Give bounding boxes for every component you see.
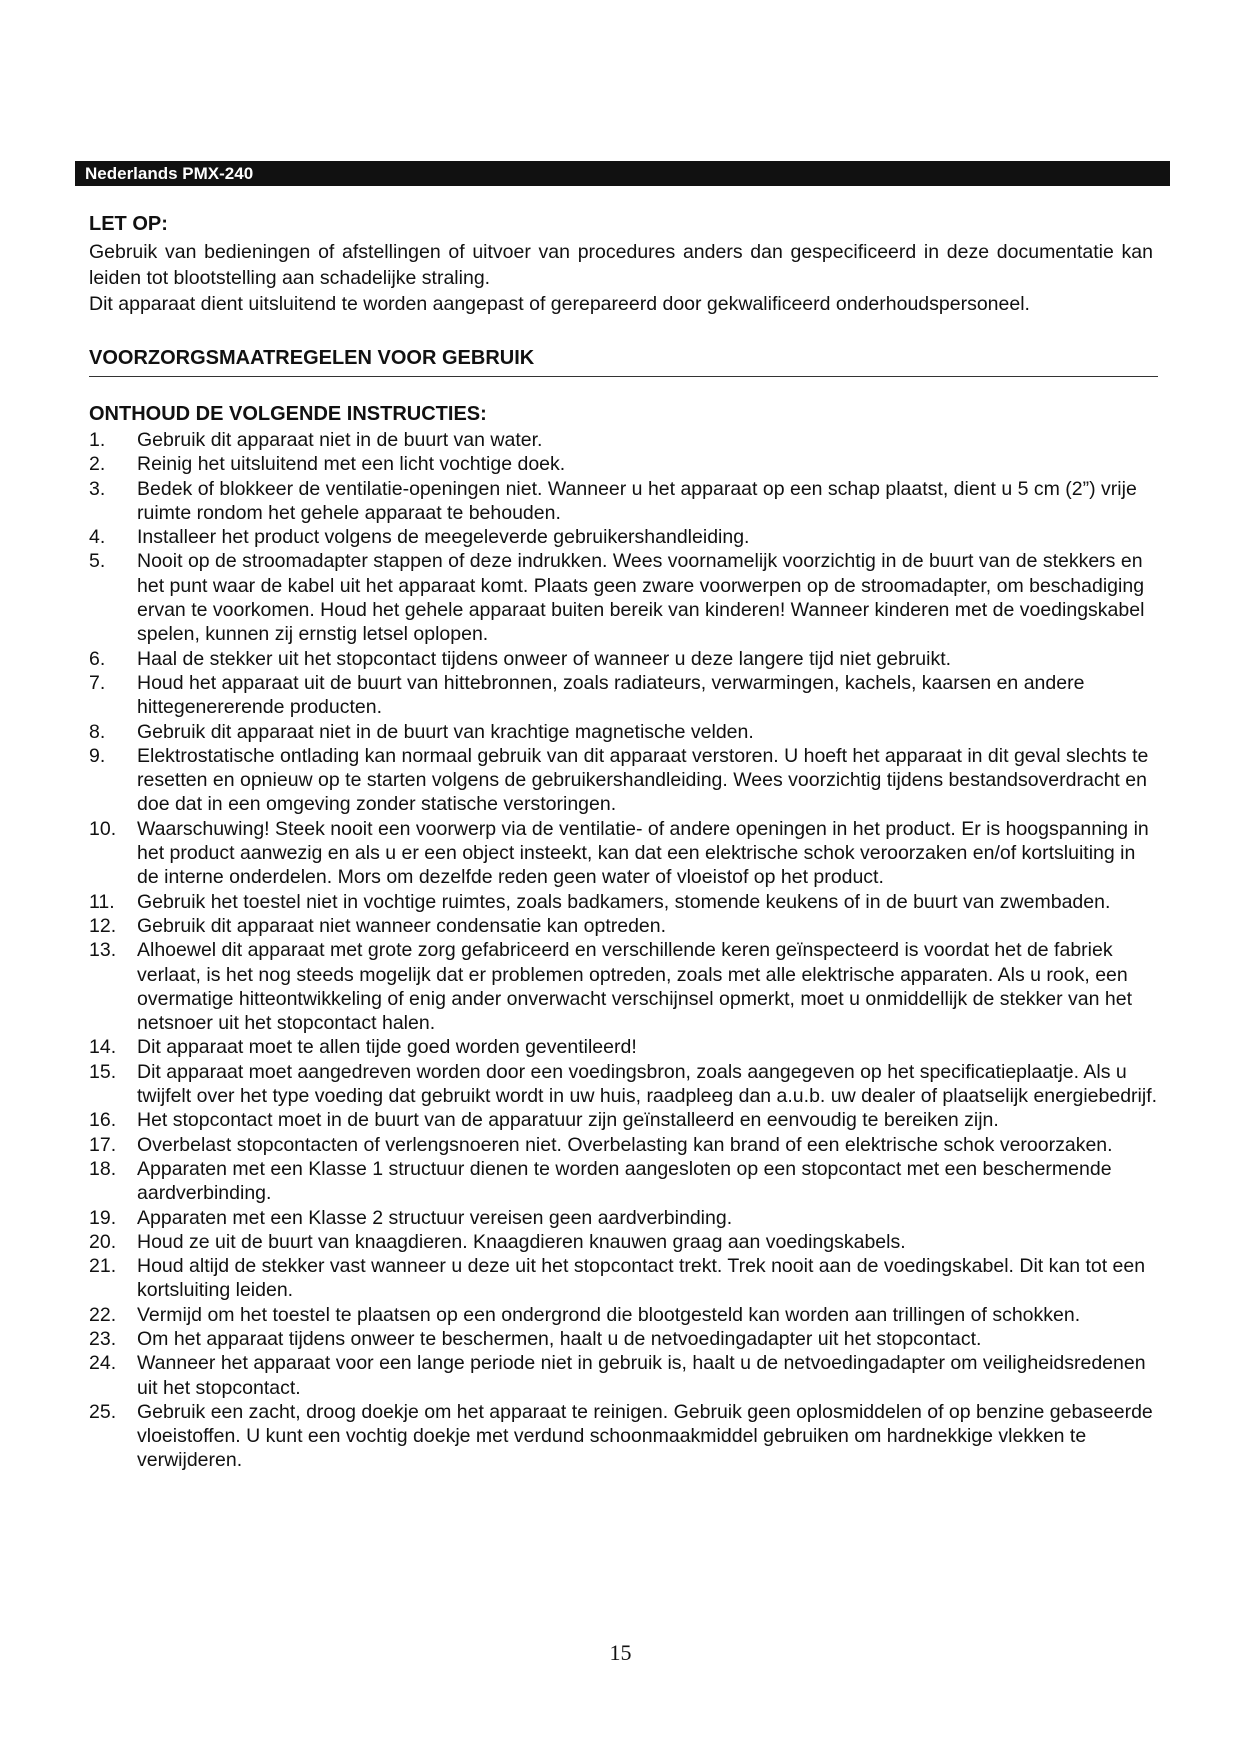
instruction-item [89,647,1159,671]
instruction-number: 13. [89,939,117,962]
instruction-number: 5. [89,550,106,573]
instruction-item [89,1400,1159,1473]
instruction-text: Het stopcontact moet in de buurt van de apparatuur zijn geïnstalleerd en eenvoudig te bereiken zijn. [137,1109,999,1132]
instruction-item [89,477,1159,526]
instruction-item [89,817,1159,890]
instruction-number: 15. [89,1060,117,1083]
section-divider [89,376,1158,377]
instruction-number: 17. [89,1133,117,1156]
instruction-item [89,1035,1159,1059]
instruction-text: Houd het apparaat uit de buurt van hittebronnen, zoals radiateurs, verwarmingen, kachels, kaarsen en andere hittegenererende producten. [137,671,1085,719]
instruction-text: Bedek of blokkeer de ventilatie-openingen niet. Wanneer u het apparaat op een schap plaatst, dient u 5 cm (2”) vrije ruimte rondom het gehele apparaat te behouden. [137,477,1137,524]
instruction-item [89,890,1159,914]
instruction-text: Alhoewel dit apparaat met grote zorg gefabriceerd en verschillende keren geïnspecteerd is voordat het de fabriek verlaat, is het nog steeds mogelijk dat er problemen optreden, zoals met alle elektrische apparaten. Als u rook, een overmatige hitteontwikkeling of enig ander onverwacht verschijnsel opmerkt, moet u onmiddellijk de stekker van het netsnoer uit het stopcontact halen. [137,939,1133,1035]
instruction-number: 25. [89,1400,117,1423]
instruction-item [89,1303,1159,1327]
instruction-item [89,914,1159,938]
instruction-text: Houd ze uit de buurt van knaagdieren. Knaagdieren knauwen graag aan voedingskabels. [137,1230,906,1253]
instruction-number: 14. [89,1036,117,1059]
instruction-item [89,525,1159,549]
instruction-number: 2. [89,453,106,476]
instruction-text: Reinig het uitsluitend met een licht vochtige doek. [137,453,566,476]
instruction-number: 12. [89,914,117,937]
instruction-text: Nooit op de stroomadapter stappen of deze indrukken. Wees voornamelijk voorzichtig in de buurt van de stekkers en het punt waar de kabel uit het apparaat komt. Plaats geen zware voorwerpen op de stroomadapter, om beschadiging ervan te voorkomen. Houd het gehele apparaat buiten bereik van kinderen! Wanneer kinderen met de voedingskabel spelen, kunnen zij ernstig letsel oplopen. [137,550,1145,646]
instructions-list [89,428,1159,1473]
instruction-number: 23. [89,1327,117,1350]
instruction-number: 22. [89,1303,117,1326]
section-title: VOORZORGSMAATREGELEN VOOR GEBRUIK [89,347,535,369]
instruction-item [89,1157,1159,1206]
instruction-item [89,1230,1159,1254]
caution-paragraph: Gebruik van bedieningen of afstellingen of uitvoer van procedures anders dan gespecificeerd in deze documentatie kan leiden tot blootstelling aan schadelijke straling. [89,241,1153,289]
instruction-number: 7. [89,671,106,694]
instruction-text: Apparaten met een Klasse 2 structuur vereisen geen aardverbinding. [137,1206,733,1229]
instruction-text: Dit apparaat moet aangedreven worden door een voedingsbron, zoals aangegeven op het specificatieplaatje. Als u twijfelt over het type voeding dat gebruikt wordt in uw huis, raadpleeg dan a.u.b. uw dealer of plaatselijk energiebedrijf. [137,1060,1158,1108]
instruction-item [89,1254,1159,1303]
instruction-item [89,428,1159,452]
instruction-text: Elektrostatische ontlading kan normaal gebruik van dit apparaat verstoren. U hoeft het apparaat in dit geval slechts te resetten en opnieuw op te starten volgens de gebruikershandleiding. Wees voorzichtig tijdens bestandsoverdracht en doe dat in een omgeving zonder statische verstoringen. [137,744,1149,816]
instruction-number: 9. [89,744,106,767]
caution-body [89,239,1153,317]
instruction-number: 10. [89,817,117,840]
instruction-item [89,938,1159,1035]
page-number: 15 [609,1640,632,1665]
instruction-text: Waarschuwing! Steek nooit een voorwerp via de ventilatie- of andere openingen in het product. Er is hoogspanning in het product aanwezig en als u er een object insteekt, kan dat een elektrische schok veroorzaken en/of kortsluiting in de interne onderdelen. Mors om dezelfde reden geen water of vloeistof op het product. [137,817,1149,889]
instruction-number: 6. [89,647,106,670]
instruction-text: Gebruik het toestel niet in vochtige ruimtes, zoals badkamers, stomende keukens of in de buurt van zwembaden. [137,890,1111,913]
instruction-item [89,1108,1159,1132]
instruction-item [89,1133,1159,1157]
instruction-item [89,1206,1159,1230]
instruction-text: Apparaten met een Klasse 1 structuur dienen te worden aangesloten op een stopcontact met een beschermende aardverbinding. [137,1157,1112,1205]
instruction-text: Vermijd om het toestel te plaatsen op een ondergrond die blootgesteld kan worden aan trillingen of schokken. [137,1303,1081,1326]
instruction-item [89,1351,1159,1400]
instruction-text: Houd altijd de stekker vast wanneer u deze uit het stopcontact trekt. Trek nooit aan de voedingskabel. Dit kan tot een kortsluiting leiden. [137,1255,1146,1302]
instruction-number: 24. [89,1352,117,1375]
instruction-text: Installeer het product volgens de meegeleverde gebruikershandleiding. [137,526,750,549]
instruction-number: 16. [89,1109,117,1132]
instruction-number: 4. [89,526,106,549]
instruction-item [89,452,1159,476]
instruction-number: 1. [89,429,106,451]
instruction-number: 19. [89,1206,117,1229]
instruction-text: Gebruik dit apparaat niet in de buurt van krachtige magnetische velden. [137,720,754,743]
instruction-text: Haal de stekker uit het stopcontact tijdens onweer of wanneer u deze langere tijd niet gebruikt. [137,647,952,670]
instructions-title: ONTHOUD DE VOLGENDE INSTRUCTIES: [89,403,487,425]
instruction-item [89,671,1159,720]
instruction-number: 18. [89,1157,117,1180]
instruction-number: 11. [89,890,115,913]
instruction-item [89,744,1159,817]
instruction-item [89,720,1159,744]
caution-paragraph: Dit apparaat dient uitsluitend te worden aangepast of gerepareerd door gekwalificeerd onderhoudspersoneel. [89,293,1030,315]
instruction-item [89,549,1159,646]
instruction-item [89,1060,1159,1109]
instruction-text: Wanneer het apparaat voor een lange periode niet in gebruik is, haalt u de netvoedingadapter om veiligheidsredenen uit het stopcontact. [137,1352,1146,1399]
instruction-number: 8. [89,720,106,743]
instruction-text: Gebruik dit apparaat niet wanneer condensatie kan optreden. [137,914,667,937]
instruction-item [89,1327,1159,1351]
caution-title: LET OP: [89,213,168,235]
language-header-bar: Nederlands PMX-240 [75,161,1170,186]
instruction-number: 20. [89,1230,117,1253]
instruction-text: Dit apparaat moet te allen tijde goed worden geventileerd! [137,1036,637,1059]
instruction-text: Gebruik dit apparaat niet in de buurt van water. [137,429,543,451]
instruction-text: Overbelast stopcontacten of verlengsnoeren niet. Overbelasting kan brand of een elektrische schok veroorzaken. [137,1133,1113,1156]
instruction-number: 21. [89,1255,117,1278]
instruction-text: Om het apparaat tijdens onweer te beschermen, haalt u de netvoedingadapter uit het stopcontact. [137,1327,982,1350]
instruction-text: Gebruik een zacht, droog doekje om het apparaat te reinigen. Gebruik geen oplosmiddelen of op benzine gebaseerde vloeistoffen. U kunt een vochtig doekje met verdund schoonmaakmiddel gebruiken om hardnekkige vlekken te verwijderen. [137,1400,1153,1472]
instruction-number: 3. [89,477,106,500]
